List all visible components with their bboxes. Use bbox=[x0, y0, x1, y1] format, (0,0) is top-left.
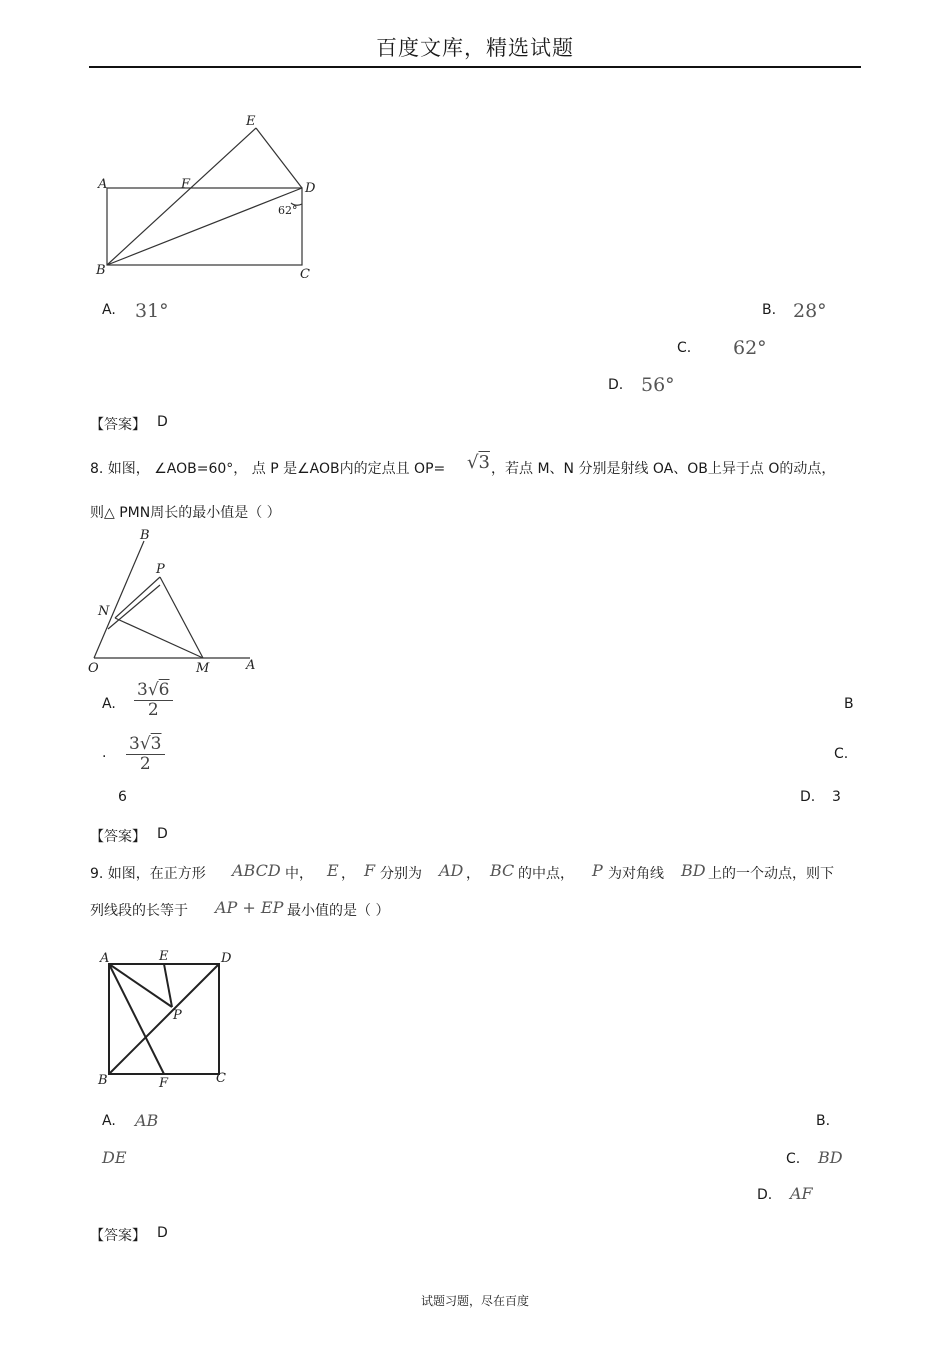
q8-answer-label: 【答案】 bbox=[90, 829, 146, 845]
q9-text-comma: ， bbox=[341, 866, 355, 882]
q8-label-A: A bbox=[246, 658, 256, 673]
q8-option-A-letter: A. bbox=[102, 696, 116, 712]
q9-option-C-value: BD bbox=[818, 1148, 843, 1167]
q9-math-AD: AD bbox=[439, 861, 464, 880]
q7-answer-label: 【答案】 bbox=[90, 417, 146, 433]
q7-label-F: F bbox=[181, 177, 191, 192]
q8-option-D-value: 3 bbox=[832, 789, 841, 805]
page-header-title: 百度文库，精选试题 bbox=[376, 36, 574, 60]
q7-label-D: D bbox=[305, 181, 316, 196]
q9-text-4: 的中点， bbox=[518, 866, 574, 882]
header-divider bbox=[89, 66, 861, 68]
q8-line1b: ，若点 M、N 分别是射线 OA、OB上异于点 O的动点， bbox=[491, 461, 836, 477]
q9-math-P: P bbox=[592, 861, 603, 880]
q9-label-B: B bbox=[98, 1073, 108, 1088]
q9-text-2: 中， bbox=[285, 866, 313, 882]
q9-line2-a: 列线段的长等于 bbox=[90, 903, 188, 919]
q9-math-E: E bbox=[327, 861, 339, 880]
q9-label-C: C bbox=[216, 1071, 226, 1086]
q7-answer: D bbox=[157, 414, 168, 430]
q9-math-expr: AP + EP bbox=[215, 898, 284, 917]
q9-answer: D bbox=[157, 1225, 168, 1241]
q7-option-D-letter: D. bbox=[608, 377, 624, 393]
q8-label-N: N bbox=[98, 604, 110, 619]
q9-text-5: 为对角线 bbox=[608, 866, 664, 882]
q8-option-A-fraction: $\frac{3√6}{2}$ bbox=[134, 681, 173, 720]
q7-option-B-value: 28° bbox=[793, 300, 827, 322]
q8-label-P: P bbox=[156, 562, 165, 577]
q7-label-E: E bbox=[246, 114, 256, 129]
q7-label-C: C bbox=[300, 267, 310, 282]
q9-text-comma2: ， bbox=[466, 866, 480, 882]
q8-sqrt: √3 bbox=[467, 452, 490, 473]
q8-option-C-letter: C. bbox=[834, 746, 849, 762]
q7-label-A: A bbox=[98, 177, 108, 192]
q9-option-B-value: DE bbox=[102, 1148, 127, 1167]
q9-math-BD: BD bbox=[681, 861, 706, 880]
q9-label-D: D bbox=[221, 951, 232, 966]
q8-label-B: B bbox=[140, 528, 150, 543]
page-footer: 试题习题，尽在百度 bbox=[420, 1294, 529, 1308]
q9-option-D-letter: D. bbox=[757, 1187, 773, 1203]
q8-option-C-value: 6 bbox=[118, 789, 127, 805]
q8-option-B-fraction: $\frac{3√3}{2}$ bbox=[126, 735, 165, 774]
q9-math-ABCD: ABCD bbox=[232, 861, 281, 880]
q8-label-M: M bbox=[196, 661, 210, 676]
q9-line2-b: 最小值的是（ ） bbox=[287, 903, 390, 919]
q9-label-E: E bbox=[159, 949, 169, 964]
q9-math-F: F bbox=[364, 861, 376, 880]
q7-option-B-letter: B. bbox=[762, 302, 777, 318]
q7-label-B: B bbox=[96, 263, 106, 278]
q8-label-O: O bbox=[88, 661, 99, 676]
q7-figure bbox=[88, 108, 328, 283]
q7-option-C-letter: C. bbox=[677, 340, 692, 356]
q9-text-3: 分别为 bbox=[380, 866, 422, 882]
q9-option-A-letter: A. bbox=[102, 1113, 116, 1129]
q7-option-A-letter: A. bbox=[102, 302, 116, 318]
q8-line2: 则△ PMN周长的最小值是（ ） bbox=[90, 505, 281, 521]
q9-answer-label: 【答案】 bbox=[90, 1228, 146, 1244]
q8-option-D-letter: D. bbox=[800, 789, 816, 805]
q8-answer: D bbox=[157, 826, 168, 842]
q7-option-C-value: 62° bbox=[733, 337, 767, 359]
q9-text-1: 9. 如图，在正方形 bbox=[90, 866, 206, 882]
q8-figure bbox=[88, 525, 268, 680]
q8-line1: 8. 如图， ∠AOB=60°， 点 P 是∠AOB内的定点且 OP= bbox=[90, 461, 446, 477]
q9-math-BC: BC bbox=[490, 861, 515, 880]
q7-angle-label: 62° bbox=[278, 204, 298, 217]
q9-option-B-letter: B. bbox=[816, 1113, 831, 1129]
q9-option-D-value: AF bbox=[790, 1184, 813, 1203]
q8-option-B-dot: . bbox=[102, 745, 107, 761]
q9-figure bbox=[92, 945, 237, 1090]
q9-label-F: F bbox=[159, 1076, 169, 1090]
q9-label-P: P bbox=[173, 1008, 182, 1023]
q9-option-C-letter: C. bbox=[786, 1151, 801, 1167]
q9-text-6: 上的一个动点，则下 bbox=[708, 866, 834, 882]
q7-option-A-value: 31° bbox=[135, 300, 169, 322]
q9-option-A-value: AB bbox=[135, 1111, 159, 1130]
q9-label-A: A bbox=[100, 951, 110, 966]
q8-option-B-letter: B bbox=[844, 696, 854, 712]
q8-sqrt-radicand: 3 bbox=[478, 452, 490, 473]
q7-option-D-value: 56° bbox=[641, 374, 675, 396]
